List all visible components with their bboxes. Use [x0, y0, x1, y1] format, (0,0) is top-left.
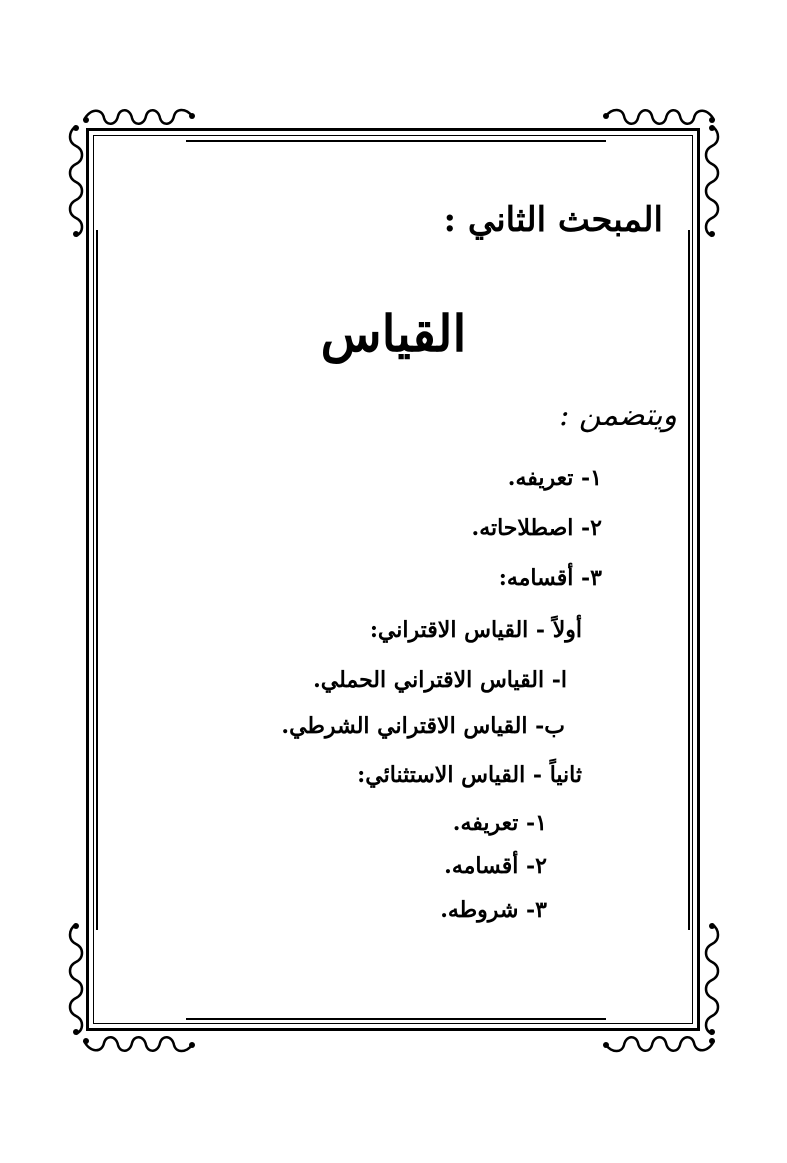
section-heading: المبحث الثاني : [443, 200, 663, 240]
bottom-rule [186, 1018, 606, 1020]
right-top-vine-ornament [702, 124, 722, 238]
top-left-scroll-ornament [80, 106, 200, 128]
top-rule [186, 140, 606, 142]
bottom-right-scroll-ornament [598, 1033, 718, 1055]
outline-item: أولاً - القياس الاقتراني: [369, 617, 582, 643]
outline-item: ٢- اصطلاحاته. [471, 515, 602, 541]
left-top-vine-ornament [66, 124, 86, 238]
outline-item: ١- تعريفه. [507, 465, 602, 491]
top-right-scroll-ornament [598, 106, 718, 128]
outline-item: ٣- شروطه. [440, 897, 547, 923]
bottom-left-scroll-ornament [80, 1033, 200, 1055]
section-title: القياس [320, 304, 467, 363]
outline-item: ب- القياس الاقتراني الشرطي. [281, 713, 565, 739]
left-bottom-vine-ornament [66, 922, 86, 1036]
outline-item: ا- القياس الاقتراني الحملي. [313, 667, 567, 693]
page-frame-inner [93, 135, 693, 1024]
outline-item: ٢- أقسامه. [444, 853, 547, 879]
outline-item: ثانياً - القياس الاستثنائي: [357, 762, 582, 788]
intro-text: ويتضمن : [559, 398, 677, 433]
right-bottom-vine-ornament [702, 922, 722, 1036]
outline-item: ١- تعريفه. [452, 810, 547, 836]
outline-item: ٣- أقسامه: [498, 565, 602, 591]
